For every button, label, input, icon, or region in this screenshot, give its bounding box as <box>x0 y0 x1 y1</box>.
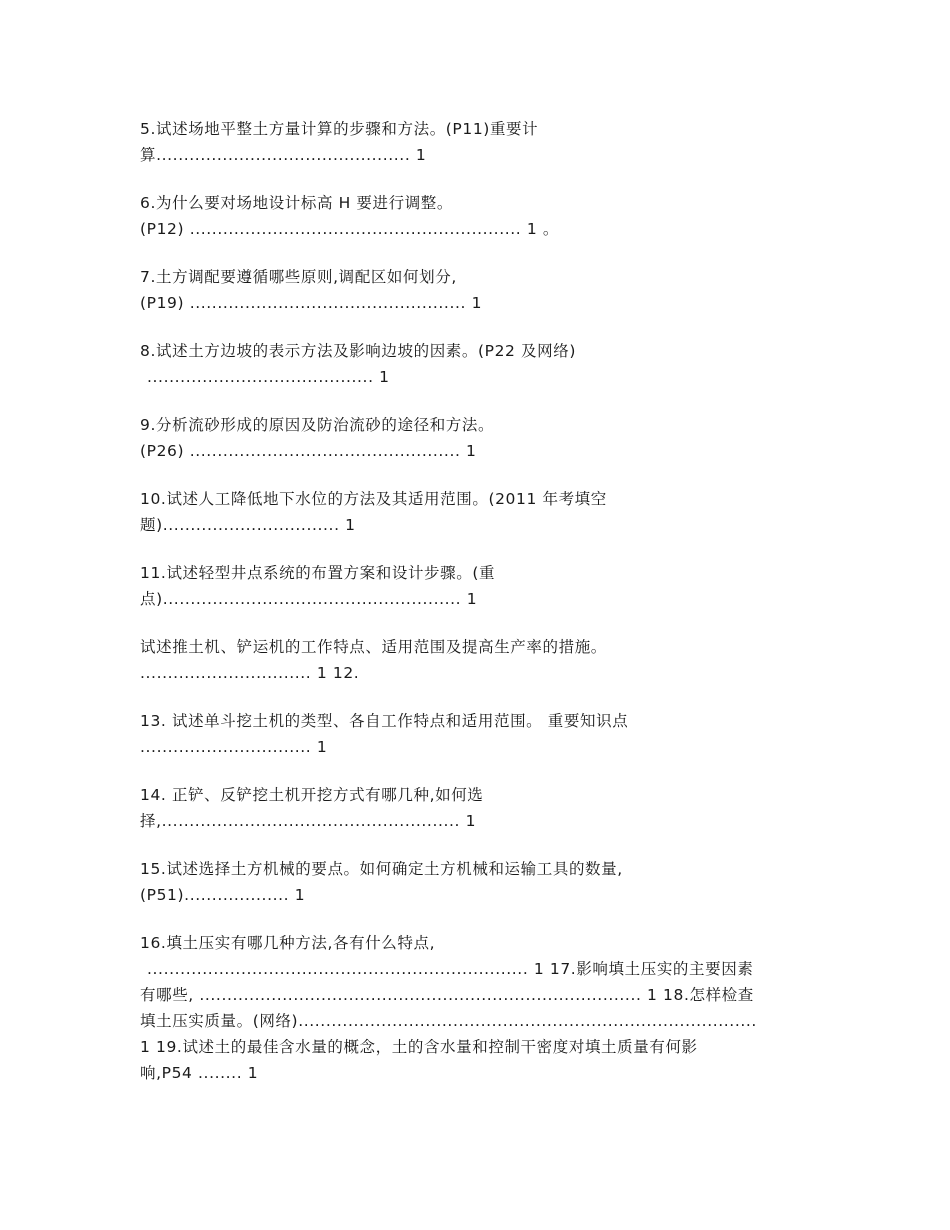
toc-line: 1 19.试述土的最佳含水量的概念，土的含水量和控制干密度对填土质量有何影 <box>140 1038 698 1056</box>
toc-line: 16.填土压实有哪几种方法,各有什么特点, <box>140 934 436 952</box>
toc-entry <box>140 264 820 316</box>
toc-line: 题)................................ 1 <box>140 516 356 534</box>
toc-line: 5.试述场地平整土方量计算的步骤和方法。(P11)重要计 <box>140 120 539 138</box>
toc-line: 择,...................................................... 1 <box>140 812 477 830</box>
toc-line: 响,P54 ........ 1 <box>140 1064 259 1082</box>
toc-entry <box>140 782 820 834</box>
toc-line: 有哪些, ................................................................................ 1 18.怎样检查 <box>140 986 754 1004</box>
toc-entry <box>140 930 820 1086</box>
toc-line: (P26) ................................................. 1 <box>140 442 477 460</box>
table-of-contents <box>140 116 820 1108</box>
toc-entry <box>140 486 820 538</box>
toc-line: (P19) .................................................. 1 <box>140 294 483 312</box>
toc-line: ............................... 1 <box>140 738 328 756</box>
toc-line: 算.............................................. 1 <box>140 146 427 164</box>
toc-line: ..................................................................... 1 17.影响填土压实的主要因素 <box>147 960 754 978</box>
toc-line: 填土压实质量。(网络)................................................................................... <box>140 1012 757 1030</box>
toc-entry <box>140 634 820 686</box>
toc-line: 15.试述选择土方机械的要点。如何确定土方机械和运输工具的数量, <box>140 860 623 878</box>
toc-entry <box>140 116 820 168</box>
toc-entry <box>140 412 820 464</box>
toc-line: 6.为什么要对场地设计标高 H 要进行调整。 <box>140 194 453 212</box>
toc-line: ......................................... 1 <box>147 368 390 386</box>
toc-entry <box>140 338 820 390</box>
toc-line: 8.试述土方边坡的表示方法及影响边坡的因素。(P22 及网络) <box>140 342 576 360</box>
toc-line: 点)...................................................... 1 <box>140 590 478 608</box>
toc-entry <box>140 190 820 242</box>
toc-line: ............................... 1 12. <box>140 664 360 682</box>
toc-entry <box>140 560 820 612</box>
toc-line: 11.试述轻型井点系统的布置方案和设计步骤。(重 <box>140 564 496 582</box>
toc-line: 13. 试述单斗挖土机的类型、各自工作特点和适用范围。 重要知识点 <box>140 712 629 730</box>
toc-line: (P51)................... 1 <box>140 886 306 904</box>
toc-line: 试述推土机、铲运机的工作特点、适用范围及提高生产率的措施。 <box>140 638 607 656</box>
toc-entry <box>140 708 820 760</box>
toc-line: (P12) ............................................................ 1 。 <box>140 220 559 238</box>
toc-line: 10.试述人工降低地下水位的方法及其适用范围。(2011 年考填空 <box>140 490 607 508</box>
toc-line: 9.分析流砂形成的原因及防治流砂的途径和方法。 <box>140 416 495 434</box>
toc-line: 14. 正铲、反铲挖土机开挖方式有哪几种,如何选 <box>140 786 484 804</box>
toc-line: 7.土方调配要遵循哪些原则,调配区如何划分, <box>140 268 457 286</box>
toc-entry <box>140 856 820 908</box>
